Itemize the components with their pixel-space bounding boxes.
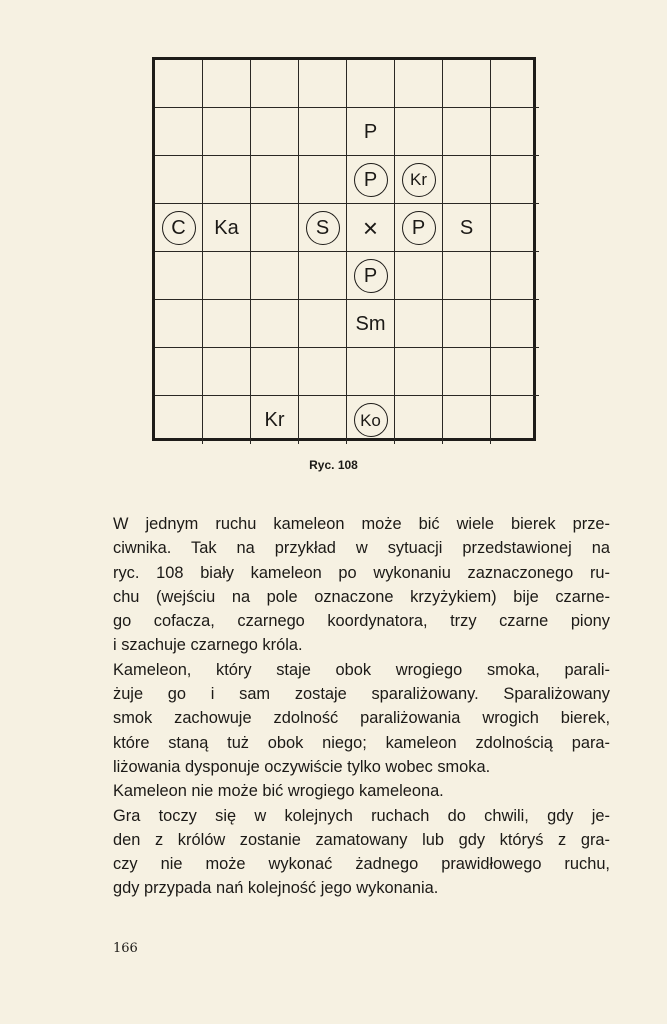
board-square: [395, 60, 443, 108]
board-square: [299, 252, 347, 300]
text-line: go cofacza, czarnego koordynatora, trzy czarne piony: [113, 612, 610, 631]
board-piece: Ka: [214, 216, 239, 239]
board-piece: Ko: [354, 403, 388, 437]
board-piece: P: [354, 259, 388, 293]
text-line: Gra toczy się w kolejnych ruchach do chwili, gdy je-: [113, 806, 610, 825]
board-piece: Kr: [264, 409, 285, 431]
board-square: [443, 300, 491, 348]
board-square: [203, 108, 251, 156]
board-square: [491, 300, 539, 348]
text-line: smok zachowuje zdolność paraliżowania wrogich bierek,: [113, 709, 610, 728]
paragraph: [113, 512, 610, 658]
board-square: [155, 156, 203, 204]
board-square: [155, 396, 203, 444]
board-square: [347, 396, 395, 444]
board-square: [443, 108, 491, 156]
board-square: [155, 108, 203, 156]
text-line: które staną tuż obok niego; kameleon zdolnością para-: [113, 733, 610, 752]
board-square: [203, 204, 251, 252]
board-square: [251, 300, 299, 348]
text-line: żuje go i sam zostaje sparaliżowany. Sparaliżowany: [113, 685, 610, 704]
text-line: Kameleon nie może bić wrogiego kameleona.: [113, 782, 444, 801]
board-piece: C: [162, 211, 196, 245]
board-square: [155, 348, 203, 396]
board-square: [155, 60, 203, 108]
board-square: [395, 252, 443, 300]
board-square: [491, 396, 539, 444]
board-square: [299, 60, 347, 108]
text-line: liżowania dysponuje oczywiście tylko wobec smoka.: [113, 757, 491, 776]
board-square: [251, 108, 299, 156]
board-square: [299, 156, 347, 204]
board-square: [347, 252, 395, 300]
board-square: [395, 156, 443, 204]
board-square: [347, 60, 395, 108]
board-square: [347, 108, 395, 156]
board-square: [203, 156, 251, 204]
board-square: [203, 300, 251, 348]
board-square: [395, 204, 443, 252]
board-square: [347, 204, 395, 252]
chess-diagram: [152, 57, 536, 441]
board-square: [155, 252, 203, 300]
figure-caption: Ryc. 108: [309, 458, 358, 472]
board-square: [251, 156, 299, 204]
board-square: [251, 252, 299, 300]
board-square: [155, 300, 203, 348]
board-square: [395, 300, 443, 348]
board-square: [395, 348, 443, 396]
board-piece: S: [459, 216, 474, 239]
board-square: [251, 348, 299, 396]
board-piece: S: [306, 211, 340, 245]
board-square: [203, 252, 251, 300]
text-line: gdy przypada nań kolejność jego wykonania.: [113, 879, 439, 898]
board-square: [203, 396, 251, 444]
board-square: [443, 396, 491, 444]
board-piece: P: [363, 120, 378, 143]
board-piece: P: [402, 211, 436, 245]
board-square: [347, 156, 395, 204]
board-square: [347, 300, 395, 348]
board-square: [203, 348, 251, 396]
text-line: czy nie może wykonać żadnego prawidłowego ruchu,: [113, 855, 610, 874]
board-square: [251, 204, 299, 252]
board-square: [251, 396, 299, 444]
page-number: 166: [113, 941, 138, 956]
board-square: [299, 108, 347, 156]
text-line: W jednym ruchu kameleon może bić wiele bierek prze-: [113, 515, 610, 533]
paragraph: [113, 779, 610, 803]
board-square: [491, 204, 539, 252]
board-square: [443, 252, 491, 300]
board-square: [491, 156, 539, 204]
board-square: [443, 156, 491, 204]
paragraph: [113, 658, 610, 779]
board-piece: Kr: [402, 163, 436, 197]
board-square: [443, 348, 491, 396]
board-square: [299, 348, 347, 396]
board-piece: P: [354, 163, 388, 197]
board-square: [491, 348, 539, 396]
board-square: [347, 348, 395, 396]
board-square: [443, 204, 491, 252]
board-square: [491, 252, 539, 300]
board-square: [299, 300, 347, 348]
board-square: [299, 396, 347, 444]
body-text: [113, 512, 610, 901]
board-square: [491, 60, 539, 108]
text-line: ciwnika. Tak na przykład w sytuacji przedstawionej na: [113, 539, 610, 558]
board-square: [491, 108, 539, 156]
text-line: chu (wejściu na pole oznaczone krzyżykiem) bije czarne-: [113, 587, 610, 606]
text-line: den z królów zostanie zamatowany lub gdy któryś z gra-: [113, 830, 610, 849]
board-piece: Sm: [355, 312, 386, 335]
board-square: [395, 108, 443, 156]
target-cross-marker: ×: [362, 212, 379, 243]
paragraph: [113, 804, 610, 901]
board-square: [299, 204, 347, 252]
board-square: [155, 204, 203, 252]
text-line: i szachuje czarnego króla.: [113, 636, 303, 655]
board-square: [251, 60, 299, 108]
text-line: ryc. 108 biały kameleon po wykonaniu zaznaczonego ru-: [113, 563, 610, 582]
board-square: [203, 60, 251, 108]
board-square: [443, 60, 491, 108]
text-line: Kameleon, który staje obok wrogiego smoka, parali-: [113, 660, 610, 679]
board-square: [395, 396, 443, 444]
